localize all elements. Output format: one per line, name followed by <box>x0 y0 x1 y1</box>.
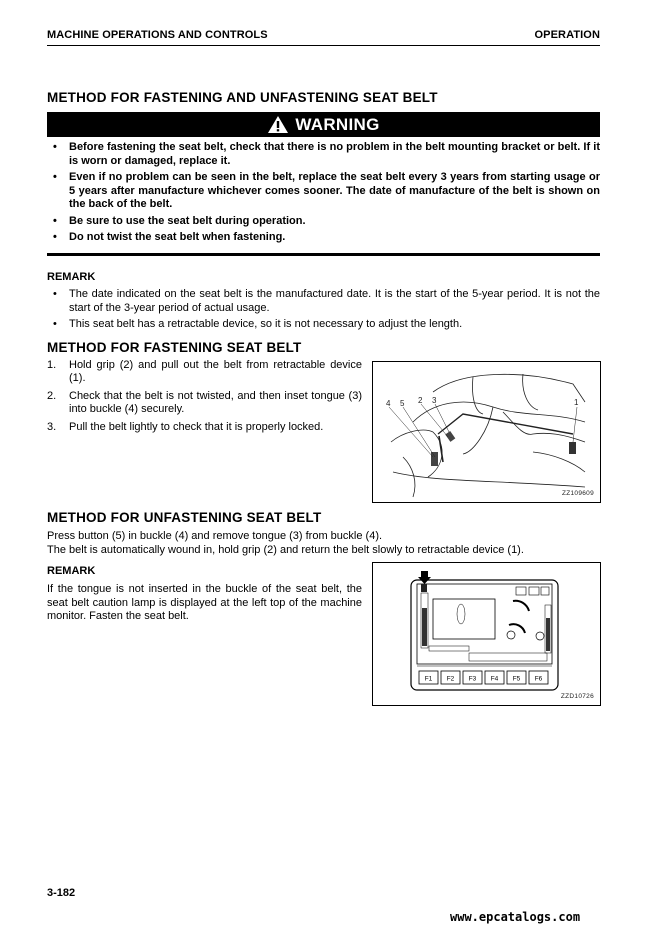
warning-banner <box>47 112 600 137</box>
step-number: 3. <box>47 421 57 433</box>
function-key-label: F4 <box>490 675 499 683</box>
warning-list <box>47 141 600 248</box>
callout-label: 3 <box>432 396 437 405</box>
warning-item: • Even if no problem can be seen in the belt, replace the seat belt every 3 years from starting usage or 5 years after manufacture whichever comes sooner. The date of manufacture of the belt is shown on the back of the belt. <box>47 171 600 212</box>
callout-label: 2 <box>418 396 423 405</box>
warning-label: WARNING <box>295 114 380 134</box>
remark-item: • The date indicated on the seat belt is the manufactured date. It is the start of the 5-year period. It is not the start of the 3-year period of actual usage. <box>47 288 600 315</box>
machine-monitor-illustration <box>373 563 600 705</box>
step-item <box>47 359 362 385</box>
callout-label: 4 <box>386 399 391 408</box>
remark-text: If the tongue is not inserted in the buckle of the seat belt, the seat belt caution lamp is displayed at the left top of the machine monitor. Fasten the seat belt. <box>47 583 362 622</box>
running-header-left: MACHINE OPERATIONS AND CONTROLS <box>47 29 268 41</box>
remark-list <box>47 288 600 335</box>
running-header-right: OPERATION <box>534 29 600 41</box>
figure-code: ZZ109609 <box>561 490 594 497</box>
section-title-fasten-unfasten: METHOD FOR FASTENING AND UNFASTENING SEAT BELT <box>47 90 438 105</box>
step-text: Hold grip (2) and pull out the belt from retractable device (1). <box>69 359 362 384</box>
remark-title: REMARK <box>47 565 96 577</box>
step-number: 1. <box>47 359 57 371</box>
warning-end-rule <box>47 253 600 256</box>
function-key-label: F2 <box>446 675 455 683</box>
warning-item: • Before fastening the seat belt, check that there is no problem in the belt mounting bracket or belt. If it is worn or damaged, replace it. <box>47 141 600 168</box>
callout-label: 1 <box>574 398 579 407</box>
fasten-steps <box>47 359 362 439</box>
step-text: Check that the belt is not twisted, and then inset tongue (3) into buckle (4) securely. <box>69 390 362 415</box>
remark-title: REMARK <box>47 271 96 283</box>
remark-item: • This seat belt has a retractable device, so it is not necessary to adjust the length. <box>47 318 600 332</box>
page-number: 3-182 <box>47 887 76 899</box>
function-key-label: F1 <box>424 675 433 683</box>
figure-code: ZZD10726 <box>560 693 594 700</box>
seat-belt-figure <box>372 361 601 503</box>
warning-item: • Be sure to use the seat belt during operation. <box>47 215 600 229</box>
seat-belt-illustration <box>373 362 600 502</box>
section-title-unfasten: METHOD FOR UNFASTENING SEAT BELT <box>47 510 322 525</box>
watermark-url: www.epcatalogs.com <box>450 910 581 924</box>
warning-triangle-icon <box>267 115 289 134</box>
step-item <box>47 421 362 434</box>
header-rule <box>47 45 600 46</box>
function-key-label: F3 <box>468 675 477 683</box>
unfasten-paragraph: The belt is automatically wound in, hold grip (2) and return the belt slowly to retractable device (1). <box>47 544 524 556</box>
unfasten-paragraph: Press button (5) in buckle (4) and remove tongue (3) from buckle (4). <box>47 530 383 542</box>
callout-label: 5 <box>400 399 405 408</box>
section-title-fasten: METHOD FOR FASTENING SEAT BELT <box>47 340 302 355</box>
function-key-label: F6 <box>534 675 543 683</box>
function-key-label: F5 <box>512 675 521 683</box>
warning-item: • Do not twist the seat belt when fastening. <box>47 231 600 245</box>
machine-monitor-figure <box>372 562 601 706</box>
step-number: 2. <box>47 390 57 402</box>
step-text: Pull the belt lightly to check that it is properly locked. <box>69 421 324 433</box>
step-item <box>47 390 362 416</box>
